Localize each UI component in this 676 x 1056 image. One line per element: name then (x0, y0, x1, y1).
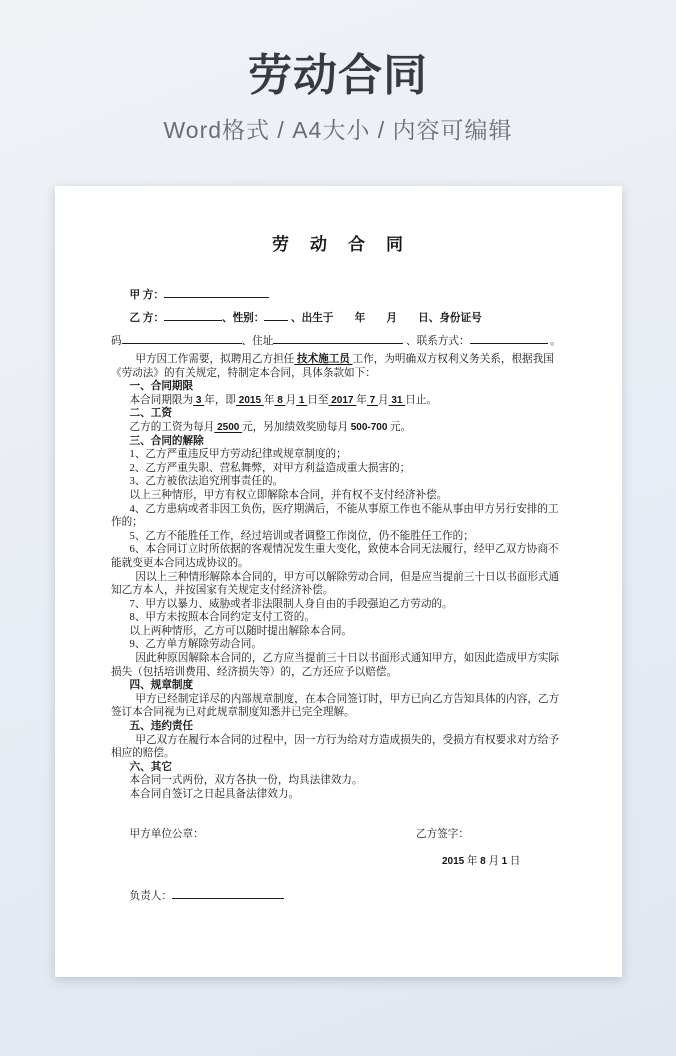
signature-row (111, 828, 566, 842)
party-a-seal-label (130, 828, 204, 842)
doc-fill-line (111, 330, 566, 353)
text-segment: 甲方单位公章： (129, 828, 204, 840)
doc-list-item (111, 638, 566, 652)
text-segment: 5、乙方不能胜任工作，经过培训或者调整工作岗位，仍不能胜任工作的； (129, 530, 474, 542)
text-segment: 3 (193, 394, 205, 406)
doc-list-item (111, 394, 566, 408)
text-segment: 7 (366, 394, 378, 406)
text-segment: 负责人： (129, 890, 172, 902)
doc-paragraph (111, 652, 566, 679)
text-segment: 因此种原因解除本合同的，乙方应当提前三十日以书面形式通知甲方，如因此造成甲方实际损失（包括培训费用、经济损失等）的，乙方还应予以赔偿。 (111, 653, 560, 678)
text-segment: 劳 动 合 同 (272, 235, 405, 254)
text-segment: 工作，为明确双方权利义务关系，根据我国《劳动法》的有关规定，特制定本合同，具体条款如下： (111, 354, 554, 379)
blank-underline (172, 887, 284, 899)
document-page (55, 186, 622, 977)
text-segment: 本合同期限为 (129, 394, 194, 406)
text-segment: 月 (285, 394, 297, 406)
text-segment: 乙方的工资为每月 (129, 421, 215, 433)
doc-fill-line (111, 284, 566, 307)
text-segment: 三、合同的解除 (129, 435, 204, 447)
text-segment: 元，另加绩效奖励每月 (242, 421, 351, 433)
text-segment: 年 (263, 394, 275, 406)
text-segment: 2015 (442, 855, 465, 867)
text-segment: 月 (485, 855, 502, 867)
doc-list-item (111, 611, 566, 625)
text-segment: 以上三种情形，甲方有权立即解除本合同，并有权不支付经济补偿。 (129, 489, 448, 501)
doc-list-item (111, 448, 566, 462)
text-segment: 二、工资 (129, 408, 172, 420)
doc-list-item (111, 503, 566, 530)
text-segment: 31 (388, 394, 406, 406)
blank-underline (273, 332, 403, 344)
text-segment: 1 (296, 394, 308, 406)
text-segment: 年 (464, 855, 481, 867)
text-segment: 1、乙方严重违反甲方劳动纪律或规章制度的； (129, 449, 347, 461)
text-segment: 年，即 (204, 394, 237, 406)
text-segment: 年 (356, 394, 367, 406)
text-segment: 月 (377, 394, 389, 406)
doc-section-heading (111, 380, 566, 394)
text-segment: 2、乙方严重失职、营私舞弊，对甲方利益造成重大损害的； (129, 462, 411, 474)
text-segment: 8 (480, 855, 486, 867)
text-segment: 甲方已经制定详尽的内部规章制度，在本合同签订时，甲方已向乙方告知具体的内容，乙方签订本合同视为已对此规章制度知悉并已完全理解。 (111, 693, 560, 719)
doc-list-item (111, 598, 566, 612)
text-segment: 8、甲方未按照本合同约定支付工资的。 (129, 612, 315, 624)
text-segment: 元。 (387, 421, 412, 433)
doc-section-heading (111, 407, 566, 421)
doc-list-item (111, 462, 566, 476)
text-segment: 日 (507, 855, 521, 867)
blank-underline (122, 332, 242, 344)
text-segment: 日至 (307, 394, 329, 406)
text-segment: 甲乙双方在履行本合同的过程中，因一方行为给对方造成损失的，受损方有权要求对方给予相应的赔偿。 (111, 734, 560, 760)
text-segment: 1 (501, 855, 508, 867)
text-segment: 以上两种情形，乙方可以随时提出解除本合同。 (129, 625, 353, 637)
doc-list-item (111, 475, 566, 489)
text-segment: 、性别： (221, 313, 265, 324)
text-segment: 2015 (236, 394, 264, 406)
responsible-person-line (111, 885, 566, 908)
blank-underline (470, 332, 548, 344)
doc-paragraph (111, 571, 566, 598)
text-segment: 乙方签字： (416, 828, 469, 840)
text-segment: 、住址 (241, 336, 274, 347)
doc-fill-line (111, 307, 566, 330)
doc-list-item (111, 774, 566, 788)
text-segment: 8 (274, 394, 286, 406)
doc-list-item (111, 788, 566, 802)
text-segment: 7、甲方以暴力、威胁或者非法限制人身自由的手段强迫乙方劳动的。 (129, 598, 453, 610)
doc-list-item (111, 489, 566, 503)
text-segment: 9、乙方单方解除劳动合同。 (129, 639, 262, 651)
doc-section-heading (111, 761, 566, 775)
text-segment: 技术施工员 (294, 354, 353, 365)
text-segment: 甲方因工作需要，拟聘用乙方担任 (135, 354, 295, 365)
text-segment: 日止。 (405, 394, 438, 406)
doc-paragraph (111, 693, 566, 720)
party-b-signature-label (416, 828, 566, 842)
text-segment: 6、本合同订立时所依据的客观情况发生重大变化，致使本合同无法履行，经甲乙双方协商不能就变更本合同达成协议的。 (111, 544, 559, 569)
text-segment: 、联系方式： (403, 336, 470, 347)
text-segment: 五、违约责任 (129, 721, 194, 733)
text-segment: 。 (547, 336, 561, 347)
doc-list-item (111, 530, 566, 544)
doc-title (111, 234, 566, 256)
text-segment: 2500 (214, 421, 243, 433)
text-segment: 六、其它 (129, 761, 172, 773)
text-segment: 3、乙方被依法追究刑事责任的。 (129, 476, 284, 488)
text-segment: 四、规章制度 (129, 680, 194, 692)
banner-subtitle: Word格式 / A4大小 / 内容可编辑 (163, 117, 513, 144)
text-segment: 码 (111, 336, 122, 347)
doc-section-heading (111, 720, 566, 734)
text-segment: 本合同自签订之日起具备法律效力。 (129, 789, 300, 800)
signature-date-line (416, 855, 566, 869)
doc-list-item (111, 421, 566, 435)
text-segment: 一、合同期限 (129, 381, 194, 393)
doc-paragraph (111, 734, 566, 761)
doc-list-item (111, 625, 566, 639)
doc-list-item (111, 543, 566, 570)
banner (0, 0, 676, 145)
text-segment: 500-700 (350, 421, 388, 433)
blank-underline (264, 309, 288, 321)
text-segment: 乙 方： (129, 313, 164, 324)
doc-paragraph (111, 353, 566, 380)
doc-body (111, 234, 566, 908)
text-segment: 2017 (328, 394, 357, 406)
text-segment: 本合同一式两份，双方各执一份，均具法律效力。 (129, 775, 363, 787)
text-segment: 、出生于 年 月 日、身份证号 (288, 313, 482, 324)
text-segment: 因以上三种情形解除本合同的，甲方可以解除劳动合同，但是应当提前三十日以书面形式通知乙方本人，并按国家有关规定支付经济补偿。 (111, 571, 560, 597)
doc-section-heading (111, 679, 566, 693)
blank-underline (164, 286, 269, 298)
doc-section-heading (111, 435, 566, 449)
banner-title: 劳动合同 (248, 51, 428, 100)
blank-underline (164, 309, 222, 321)
text-segment: 4、乙方患病或者非因工负伤，医疗期满后，不能从事原工作也不能从事由甲方另行安排的工作的； (111, 503, 559, 529)
text-segment: 甲 方： (129, 290, 164, 301)
